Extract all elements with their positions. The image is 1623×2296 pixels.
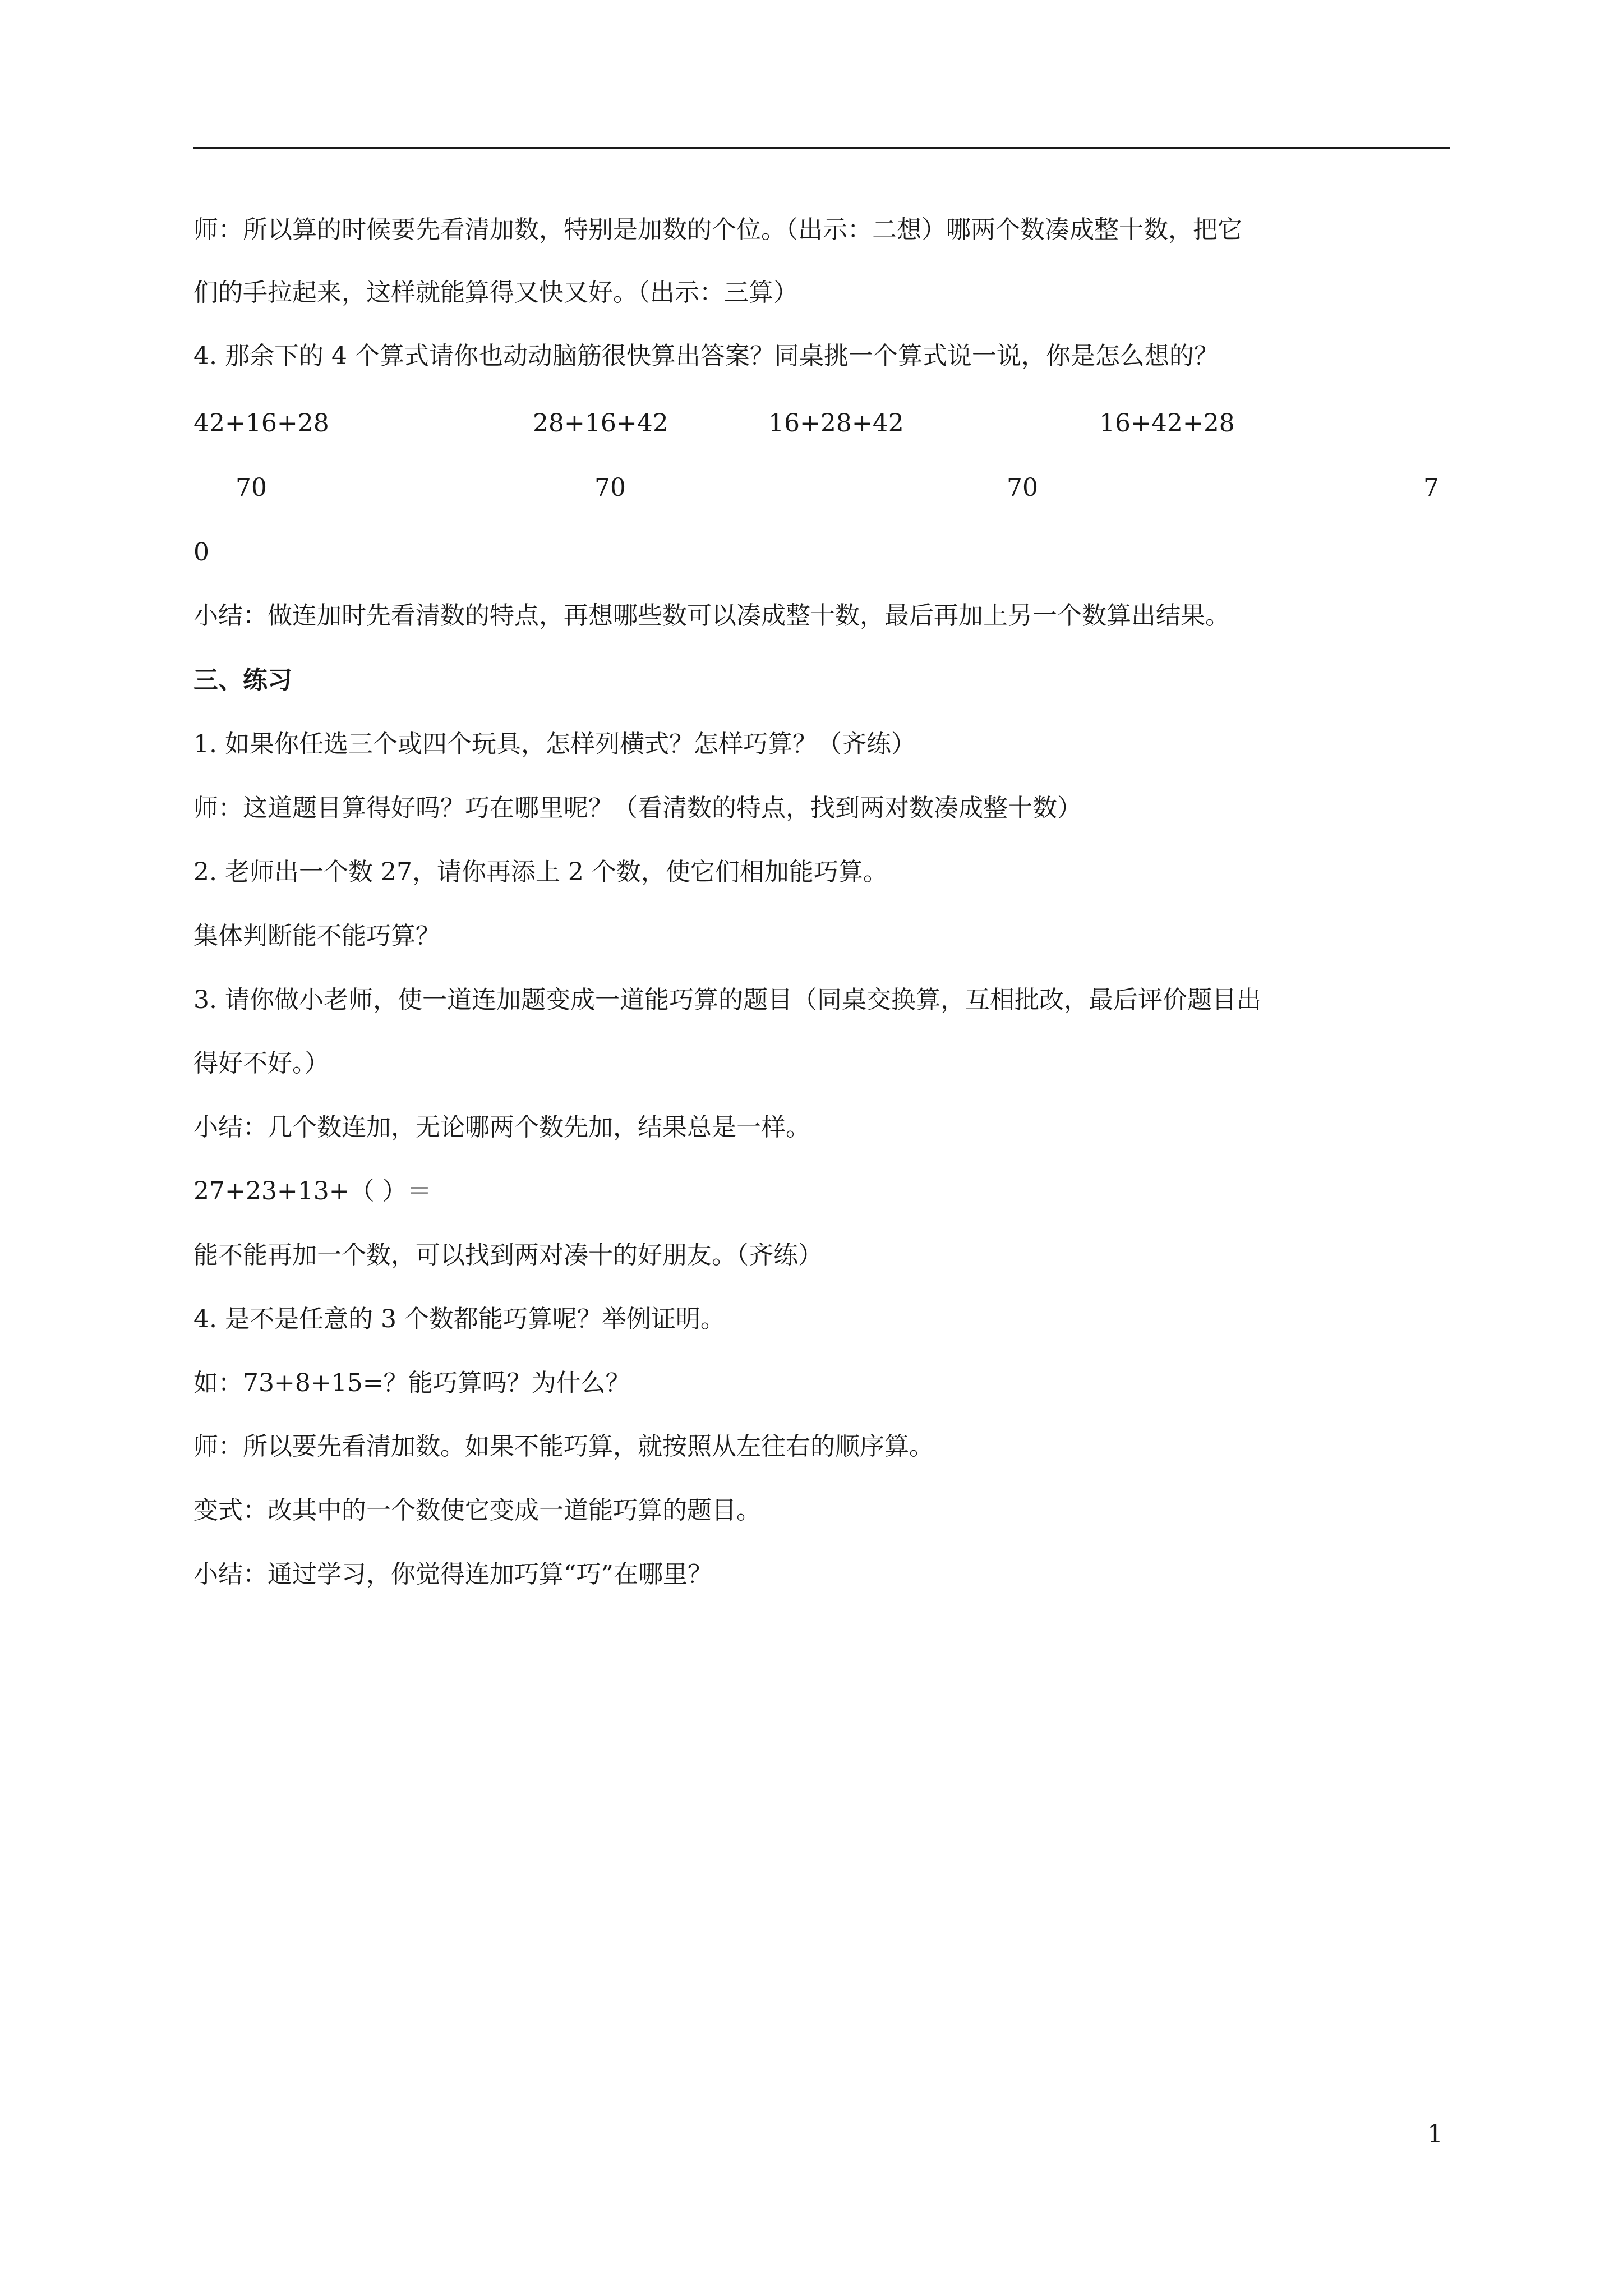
section-heading: 三、练习 [193,666,292,694]
page-number: 1 [1427,2120,1443,2148]
paragraph-line: 师：所以算的时候要先看清加数，特别是加数的个位。（出示：二想）哪两个数凑成整十数，把它 [193,215,1242,244]
header-rule [193,147,1450,149]
summary-line: 小结：做连加时先看清数的特点，再想哪些数可以凑成整十数，最后再加上另一个数算出结果。 [193,601,1230,630]
answer-wrap: 0 [193,538,209,567]
expression: 16+42+28 [1099,409,1235,438]
practice-line: 3. 请你做小老师，使一道连加题变成一道能巧算的题目（同桌交换算，互相批改，最后评价题目出 [193,986,1261,1014]
practice-line: 得好不好。） [193,1049,329,1078]
answer: 70 [1007,473,1038,502]
practice-line: 1. 如果你任选三个或四个玩具，怎样列横式？怎样巧算？（齐练） [193,730,916,758]
practice-line: 变式：改其中的一个数使它变成一道能巧算的题目。 [193,1496,761,1525]
practice-line: 2. 老师出一个数 27，请你再添上 2 个数，使它们相加能巧算。 [193,858,888,886]
practice-line: 集体判断能不能巧算？ [193,922,440,950]
answer: 70 [594,473,626,502]
paragraph-line: 4. 那余下的 4 个算式请你也动动脑筋很快算出答案？同桌挑一个算式说一说，你是怎么想的？ [193,342,1219,370]
practice-line: 如：73+8+15=？能巧算吗？为什么？ [193,1369,630,1397]
practice-line: 小结：通过学习，你觉得连加巧算“巧”在哪里？ [193,1560,712,1589]
practice-line: 师：这道题目算得好吗？巧在哪里呢？（看清数的特点，找到两对数凑成整十数） [193,794,1082,822]
practice-line: 4. 是不是任意的 3 个数都能巧算呢？举例证明。 [193,1305,725,1333]
practice-line: 27+23+13+（ ）＝ [193,1177,432,1205]
answer: 7 [1423,473,1439,502]
practice-line: 小结：几个数连加，无论哪两个数先加，结果总是一样。 [193,1113,810,1142]
practice-line: 能不能再加一个数，可以找到两对凑十的好朋友。（齐练） [193,1241,823,1269]
expression: 16+28+42 [768,409,904,438]
practice-line: 师：所以要先看清加数。如果不能巧算，就按照从左往右的顺序算。 [193,1432,934,1461]
answer: 70 [236,473,267,502]
expression: 42+16+28 [193,409,329,438]
expression: 28+16+42 [533,409,668,438]
paragraph-line: 们的手拉起来，这样就能算得又快又好。（出示：三算） [193,278,798,307]
